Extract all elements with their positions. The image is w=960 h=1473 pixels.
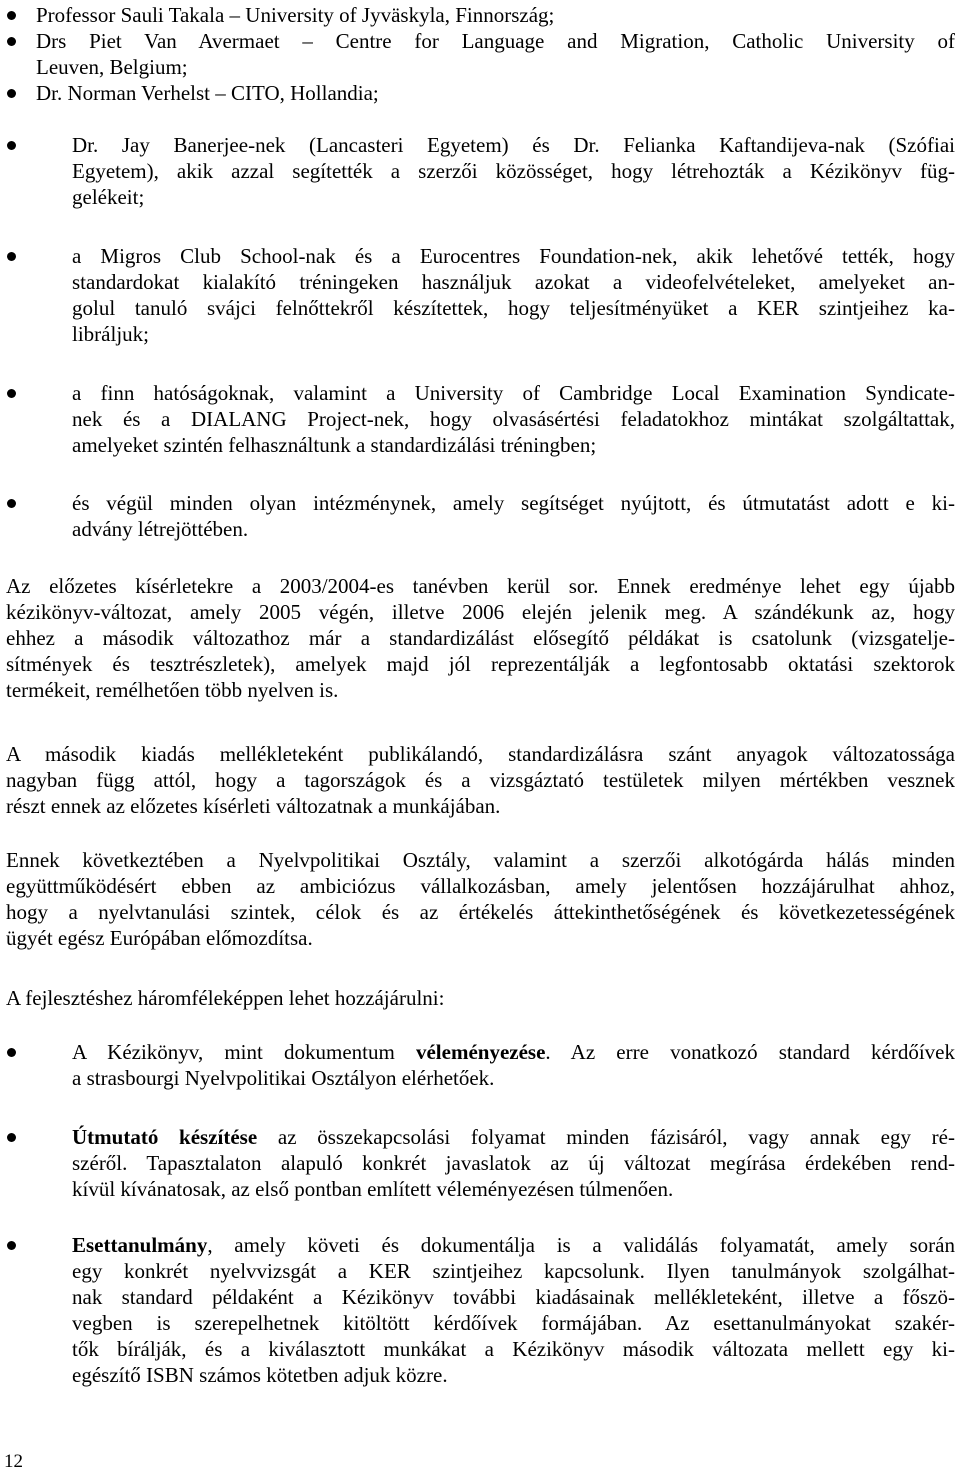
bullet-dot [7,89,16,98]
list-item-line: széről. Tapasztalaton alapuló konkrét javaslatok az új változat megírása érdekében rend- [72,1151,955,1175]
list-item-line: libráljuk; [72,322,149,346]
line-segment: . Az erre vonatkozó standard kérdőívek [545,1040,955,1064]
list-item-line: advány létrejöttében. [72,517,249,541]
list-item-line: egészítő ISBN számos kötetben adjuk közre. [72,1363,448,1387]
bullet-dot [7,37,16,46]
list-item-line: Dr. Jay Banerjee-nek (Lancasteri Egyetem) és Dr. Felianka Kaftandijeva-nak (Szófiai [72,133,955,157]
paragraph-line: együttműködésért ebben az ambiciózus vállalkozásban, amely jelentősen hozzájárulhat ahhoz, [6,874,955,898]
bold-term: Útmutató készítése [72,1125,258,1149]
bullet-dot [7,1048,16,1057]
list-item-line: egy konkrét nyelvvizsgát a KER szintjeihez kapcsolunk. Ilyen tanulmányok szolgálhat- [72,1259,955,1283]
paragraph-line: részt ennek az előzetes kísérleti változatnak a munkájában. [6,794,501,818]
list-item-line: nak standard példaként a Kézikönyv további kiadásainak mellékleteként, illetve a főszö- [72,1285,955,1309]
list-item-line: golul tanuló svájci felnőttekről készítettek, hogy teljesítményüket a KER szintjeihez ka- [72,296,955,320]
list-item-line: Professor Sauli Takala – University of Jyväskyla, Finnország; [36,3,555,27]
paragraph-line: ehhez a második változathoz már a standardizálást elősegítő példákat is csatolunk (vizsgatelje- [6,626,955,650]
paragraph-line: hogy a nyelvtanulási szintek, célok és az értékelés áttekinthetőségének és következetességének [6,900,955,924]
list-item-line: gelékeit; [72,185,145,209]
list-item-line: és végül minden olyan intézménynek, amely segítséget nyújtott, és útmutatást adott e ki- [72,491,955,515]
list-item-line: standardokat kialakító tréningeken használjuk azokat a videofelvételeket, amelyeket an- [72,270,955,294]
list-item-line [72,1232,955,1258]
paragraph-line: A fejlesztéshez háromféleképpen lehet hozzájárulni: [6,986,445,1010]
list-item-line: a Migros Club School-nak és a Eurocentres Foundation-nek, akik lehetővé tették, hogy [72,244,955,268]
list-item-line: Dr. Norman Verhelst – CITO, Hollandia; [36,81,379,105]
list-item-line: Leuven, Belgium; [36,55,188,79]
list-item-line: kívül kívánatosak, az első pontban említett véleményezésen túlmenően. [72,1177,674,1201]
bullet-dot [7,499,16,508]
list-item-line: amelyeket szintén felhasználtunk a standardizálási tréningben; [72,433,597,457]
bullet-dot [7,11,16,20]
paragraph-line: Az előzetes kísérletekre a 2003/2004-es tanévben kerül sor. Ennek eredménye lehet egy újabb [6,574,955,598]
bullet-dot [7,1241,16,1250]
list-item-line: a finn hatóságoknak, valamint a University of Cambridge Local Examination Syndicate- [72,381,955,405]
bullet-dot [7,141,16,150]
paragraph-line: termékeit, remélhetően több nyelven is. [6,678,339,702]
paragraph-line: nagyban függ attól, hogy a tagországok és a vizsgáztató testületek milyen mértékben vesznek [6,768,955,792]
bullet-dot [7,252,16,261]
bold-term: Esettanulmány [72,1233,208,1257]
page-number: 12 [4,1451,23,1472]
paragraph-line: A második kiadás mellékleteként publikálandó, standardizálásra szánt anyagok változatossága [6,742,955,766]
bold-term: véleményezése [415,1040,546,1064]
paragraph-line: kézikönyv-változat, amely 2005 végén, illetve 2006 elején jelenik meg. A szándékunk az, hogy [6,600,955,624]
list-item-line: tők bírálják, és a kiválasztott munkákat a Kézikönyv második változata mellett egy ki- [72,1337,955,1361]
list-item-line [72,1124,955,1150]
bullet-dot [7,1133,16,1142]
paragraph-line: sítmények és tesztrészletek), amelyek majd jól reprezentálják a legfontosabb oktatási szektorok [6,652,955,676]
line-segment: az összekapcsolási folyamat minden fázisáról, vagy annak egy ré- [257,1125,955,1149]
bullet-dot [7,389,16,398]
paragraph-line: Ennek következtében a Nyelvpolitikai Osztály, valamint a szerzői alkotógárda hálás minden [6,848,955,872]
list-item-line: Egyetem), akik azzal segítették a szerzői közösséget, hogy létrehozták a Kézikönyv füg- [72,159,955,183]
list-item-line: nek és a DIALANG Project-nek, hogy olvasásértési feladatokhoz mintákat szolgáltattak, [72,407,955,431]
list-item-line [72,1039,955,1065]
line-segment: , amely követi és dokumentálja is a validálás folyamatát, amely során [207,1233,955,1257]
list-item-line: a strasbourgi Nyelvpolitikai Osztályon elérhetőek. [72,1066,495,1090]
line-segment: A Kézikönyv, mint dokumentum [72,1040,416,1064]
list-item-line: Drs Piet Van Avermaet – Centre for Language and Migration, Catholic University of [36,29,955,53]
paragraph-line: ügyét egész Európában előmozdítsa. [6,926,313,950]
list-item-line: vegben is szerepelhetnek kitöltött kérdőívek formájában. Az esettanulmányokat szakér- [72,1311,955,1335]
